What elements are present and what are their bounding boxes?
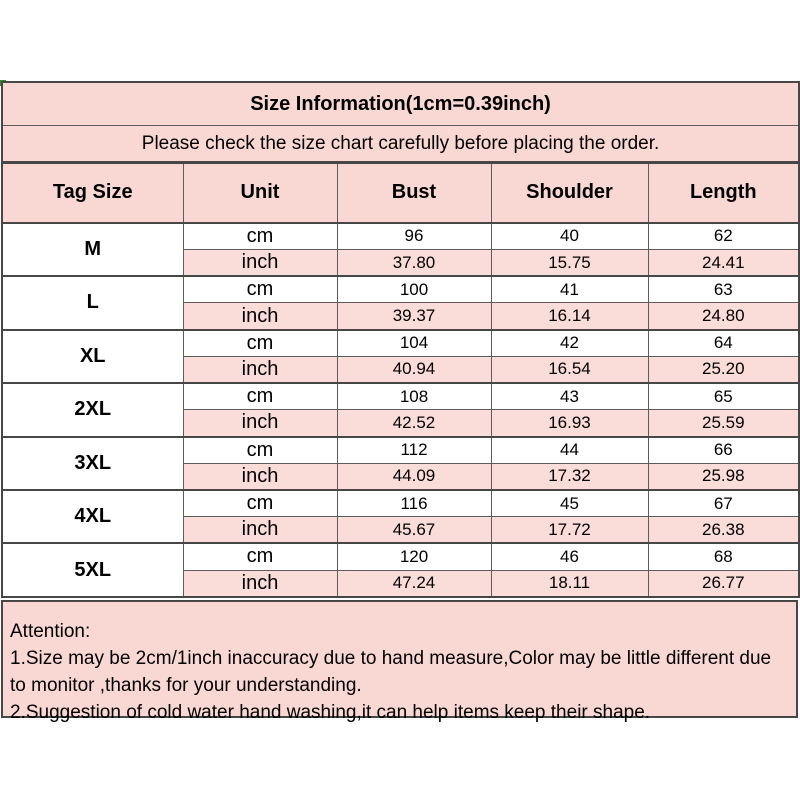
value-cell: 112 xyxy=(337,437,491,464)
size-row-m-cm xyxy=(2,223,799,250)
tag-size-cell: M xyxy=(2,223,183,276)
value-cell: 26.77 xyxy=(648,570,799,597)
size-row-3xl-cm xyxy=(2,437,799,464)
unit-cell: inch xyxy=(183,356,337,383)
value-cell: 16.93 xyxy=(491,410,648,437)
unit-cell: cm xyxy=(183,543,337,570)
value-cell: 47.24 xyxy=(337,570,491,597)
unit-cell: cm xyxy=(183,437,337,464)
column-header-row xyxy=(2,163,799,223)
value-cell: 96 xyxy=(337,223,491,250)
value-cell: 18.11 xyxy=(491,570,648,597)
unit-cell: inch xyxy=(183,410,337,437)
tag-size-cell: 2XL xyxy=(2,383,183,436)
unit-cell: inch xyxy=(183,570,337,597)
value-cell: 37.80 xyxy=(337,249,491,276)
table-title-row xyxy=(2,82,799,126)
value-cell: 45.67 xyxy=(337,517,491,544)
value-cell: 42 xyxy=(491,330,648,357)
size-chart xyxy=(1,81,798,598)
attention-heading: Attention: xyxy=(10,621,91,642)
size-row-xl-cm xyxy=(2,330,799,357)
column-header-tag-size: Tag Size xyxy=(2,163,183,223)
value-cell: 63 xyxy=(648,276,799,303)
value-cell: 25.59 xyxy=(648,410,799,437)
unit-cell: cm xyxy=(183,330,337,357)
value-cell: 43 xyxy=(491,383,648,410)
value-cell: 66 xyxy=(648,437,799,464)
value-cell: 64 xyxy=(648,330,799,357)
value-cell: 116 xyxy=(337,490,491,517)
value-cell: 40.94 xyxy=(337,356,491,383)
value-cell: 104 xyxy=(337,330,491,357)
tag-size-cell: 5XL xyxy=(2,543,183,597)
table-title: Size Information(1cm=0.39inch) xyxy=(2,82,799,126)
attention-note-2: 2.Suggestion of cold water hand washing,it can help items keep their shape. xyxy=(10,702,651,723)
value-cell: 120 xyxy=(337,543,491,570)
column-header-unit: Unit xyxy=(183,163,337,223)
value-cell: 16.14 xyxy=(491,303,648,330)
value-cell: 24.41 xyxy=(648,249,799,276)
unit-cell: inch xyxy=(183,303,337,330)
unit-cell: cm xyxy=(183,223,337,250)
unit-cell: cm xyxy=(183,383,337,410)
value-cell: 25.98 xyxy=(648,463,799,490)
value-cell: 44 xyxy=(491,437,648,464)
size-row-2xl-cm xyxy=(2,383,799,410)
value-cell: 68 xyxy=(648,543,799,570)
tag-size-cell: 4XL xyxy=(2,490,183,543)
value-cell: 108 xyxy=(337,383,491,410)
column-header-bust: Bust xyxy=(337,163,491,223)
size-row-4xl-cm xyxy=(2,490,799,517)
value-cell: 65 xyxy=(648,383,799,410)
tag-size-cell: L xyxy=(2,276,183,329)
column-header-shoulder: Shoulder xyxy=(491,163,648,223)
value-cell: 15.75 xyxy=(491,249,648,276)
attention-note-1: 1.Size may be 2cm/1inch inaccuracy due to hand measure,Color may be little different due to monitor ,thanks for your understanding. xyxy=(10,648,772,696)
unit-cell: inch xyxy=(183,463,337,490)
value-cell: 67 xyxy=(648,490,799,517)
value-cell: 42.52 xyxy=(337,410,491,437)
unit-cell: inch xyxy=(183,249,337,276)
size-row-5xl-cm xyxy=(2,543,799,570)
attention-box xyxy=(1,600,798,723)
unit-cell: cm xyxy=(183,276,337,303)
value-cell: 17.32 xyxy=(491,463,648,490)
size-row-l-cm xyxy=(2,276,799,303)
value-cell: 46 xyxy=(491,543,648,570)
table-subtitle: Please check the size chart carefully before placing the order. xyxy=(2,126,799,163)
unit-cell: cm xyxy=(183,490,337,517)
value-cell: 26.38 xyxy=(648,517,799,544)
value-cell: 25.20 xyxy=(648,356,799,383)
value-cell: 24.80 xyxy=(648,303,799,330)
value-cell: 40 xyxy=(491,223,648,250)
value-cell: 39.37 xyxy=(337,303,491,330)
size-chart-table xyxy=(1,81,800,598)
value-cell: 100 xyxy=(337,276,491,303)
value-cell: 41 xyxy=(491,276,648,303)
tag-size-cell: 3XL xyxy=(2,437,183,490)
tag-size-cell: XL xyxy=(2,330,183,383)
table-subtitle-row xyxy=(2,126,799,163)
value-cell: 44.09 xyxy=(337,463,491,490)
size-rows xyxy=(2,223,799,597)
unit-cell: inch xyxy=(183,517,337,544)
value-cell: 17.72 xyxy=(491,517,648,544)
value-cell: 16.54 xyxy=(491,356,648,383)
column-header-length: Length xyxy=(648,163,799,223)
value-cell: 62 xyxy=(648,223,799,250)
value-cell: 45 xyxy=(491,490,648,517)
